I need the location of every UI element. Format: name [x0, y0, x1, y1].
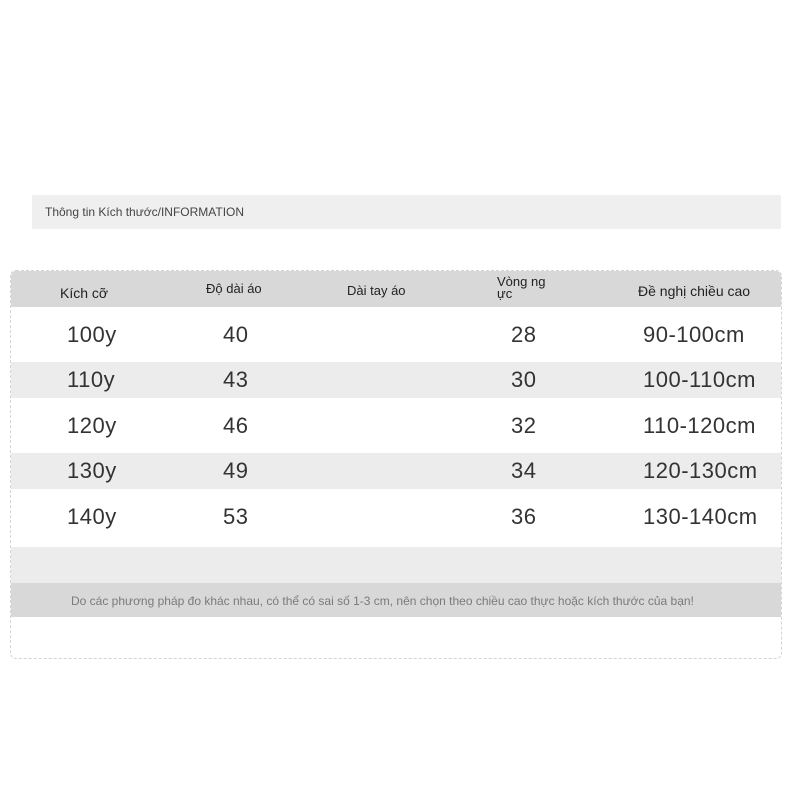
- info-banner: [32, 195, 781, 229]
- cell-chest: 32: [511, 412, 537, 438]
- cell-height: 90-100cm: [643, 321, 745, 347]
- table-row: [11, 489, 781, 544]
- cell-length: 46: [223, 412, 249, 438]
- table-row: [11, 307, 781, 362]
- cell-size: 120y: [67, 412, 117, 438]
- table-body: [11, 307, 781, 544]
- cell-height: 110-120cm: [643, 412, 756, 438]
- cell-height: 120-130cm: [643, 458, 758, 483]
- size-chart-card: [10, 270, 782, 659]
- cell-length: 49: [223, 458, 249, 483]
- info-banner-title: Thông tin Kích thước/INFORMATION: [45, 205, 245, 219]
- cell-length: 43: [223, 367, 249, 392]
- cell-chest: 34: [511, 458, 537, 483]
- cell-length: 53: [223, 503, 249, 529]
- header-size: Kích cỡ: [60, 285, 109, 301]
- measurement-note: Do các phương pháp đo khác nhau, có thể có sai số 1-3 cm, nên chọn theo chiều cao thực hoặc kích thước của bạn!: [71, 594, 694, 608]
- cell-chest: 30: [511, 367, 537, 392]
- table-row: [11, 453, 781, 489]
- cell-size: 100y: [67, 321, 117, 347]
- table-empty-band: [11, 547, 781, 583]
- cell-size: 110y: [67, 367, 116, 392]
- cell-height: 100-110cm: [643, 367, 756, 392]
- cell-height: 130-140cm: [643, 503, 758, 529]
- cell-size: 140y: [67, 503, 117, 529]
- cell-size: 130y: [67, 458, 117, 483]
- header-length: Độ dài áo: [206, 281, 262, 296]
- header-chest: Vòng ng ực: [497, 274, 546, 301]
- table-header-row: [11, 271, 781, 307]
- table-row: [11, 362, 781, 398]
- measurement-note-band: [11, 583, 781, 617]
- cell-chest: 28: [511, 321, 537, 347]
- cell-length: 40: [223, 321, 249, 347]
- header-sleeve-length: Dài tay áo: [347, 283, 406, 298]
- header-recommended-height: Đề nghị chiều cao: [638, 283, 751, 299]
- cell-chest: 36: [511, 503, 537, 529]
- table-row: [11, 398, 781, 453]
